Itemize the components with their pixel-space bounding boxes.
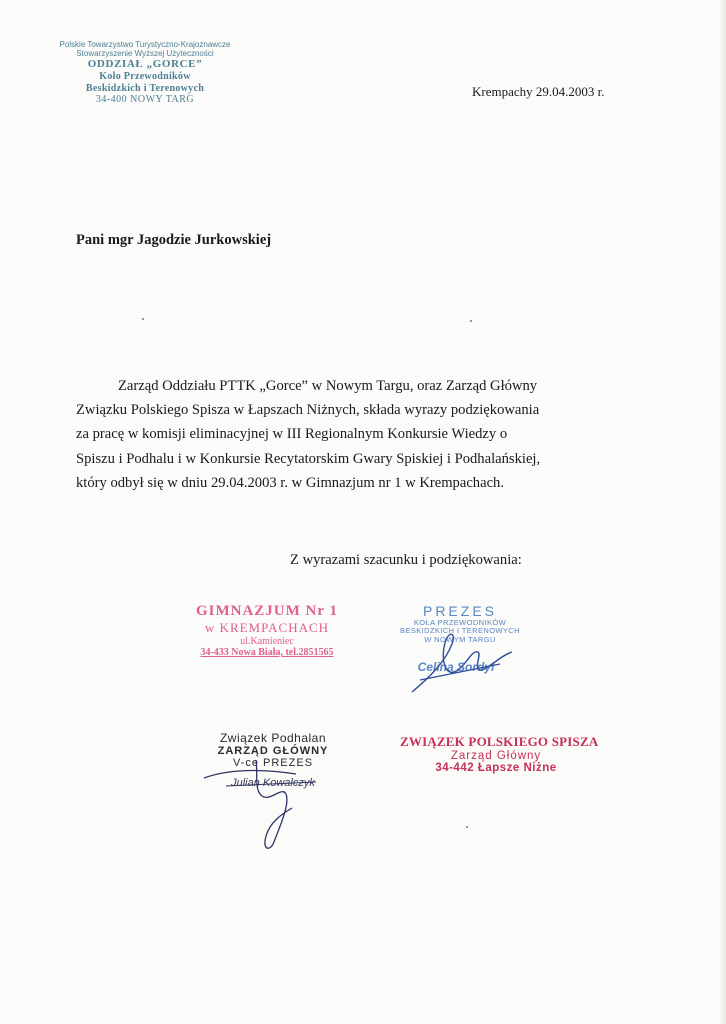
prezes-signature (400, 622, 530, 700)
pttk-letterhead-stamp (55, 40, 235, 106)
letterhead-branch: ODDZIAŁ „GORCE” (87, 58, 203, 71)
stamp-name: Celina Sordyl (417, 659, 495, 674)
paper-speck (466, 826, 468, 828)
stamp-line: 34-433 Nowa Biała, tel.2851565 (200, 647, 334, 658)
letter-body (76, 374, 636, 495)
stamp-line: 34-442 Łapsze Niżne (435, 762, 557, 774)
body-line: za pracę w komisji eliminacyjnej w III Regionalnym Konkursie Wiedzy o (76, 426, 508, 443)
date-line: Krempachy 29.04.2003 r. (472, 84, 605, 99)
paper-edge-shadow (718, 0, 726, 1024)
closing-line: Z wyrazami szacunku i podziękowania: (290, 552, 522, 568)
stamp-line: ZARZĄD GŁÓWNY (217, 745, 329, 757)
letterhead-line: Polskie Towarzystwo Turystyczno-Krajoznawcze (59, 40, 231, 49)
stamp-line: w KREMPACHACH (204, 620, 330, 635)
stamp-line: PREZES (422, 603, 497, 619)
stamp-line: ul.Kamieniec (240, 636, 294, 647)
body-line: który odbył się w dniu 29.04.2003 r. w Gimnazjum nr 1 w Krempachach. (76, 474, 505, 491)
stamp-line: W NOWYM TARGU (424, 634, 496, 644)
zwiazek-polskiego-spisza-stamp (400, 734, 599, 774)
paper-speck (142, 318, 144, 320)
letterhead-line: Beskidzkich i Terenowych (85, 82, 205, 94)
body-line: Zarząd Oddziału PTTK „Gorce” w Nowym Targu, oraz Zarząd Główny (118, 378, 538, 394)
body-line: Związku Polskiego Spisza w Łapszach Niżnych, składa wyrazy podziękowania (76, 402, 540, 419)
stamp-line: KOŁA PRZEWODNIKÓW (413, 618, 507, 627)
stamp-line: Zarząd Główny (450, 750, 542, 762)
body-line: Spiszu i Podhalu i w Konkursie Recytatorskim Gwary Spiskiej i Podhalańskiej, (76, 450, 541, 467)
gimnazjum-stamp (178, 603, 356, 658)
podhalan-signature (196, 756, 336, 856)
stamp-line: ZWIĄZEK POLSKIEGO SPISZA (400, 734, 599, 749)
letterhead-line: Koło Przewodników (99, 71, 191, 83)
stamp-line: BESKIDZKICH I TERENOWYCH (400, 626, 520, 636)
stamp-name: Julian Kowalczyk (231, 777, 315, 789)
stamp-line: Związek Podhalan (219, 731, 327, 745)
paper-speck (470, 320, 472, 322)
letterhead-line: Stowarzyszenie Wyższej Użyteczności (76, 49, 214, 59)
letterhead-address: 34-400 NOWY TARG (95, 94, 195, 106)
stamp-line: GIMNAZJUM Nr 1 (195, 603, 339, 619)
recipient-line: Pani mgr Jagodzie Jurkowskiej (76, 232, 272, 248)
stamp-line: V-ce PREZES (232, 757, 314, 769)
